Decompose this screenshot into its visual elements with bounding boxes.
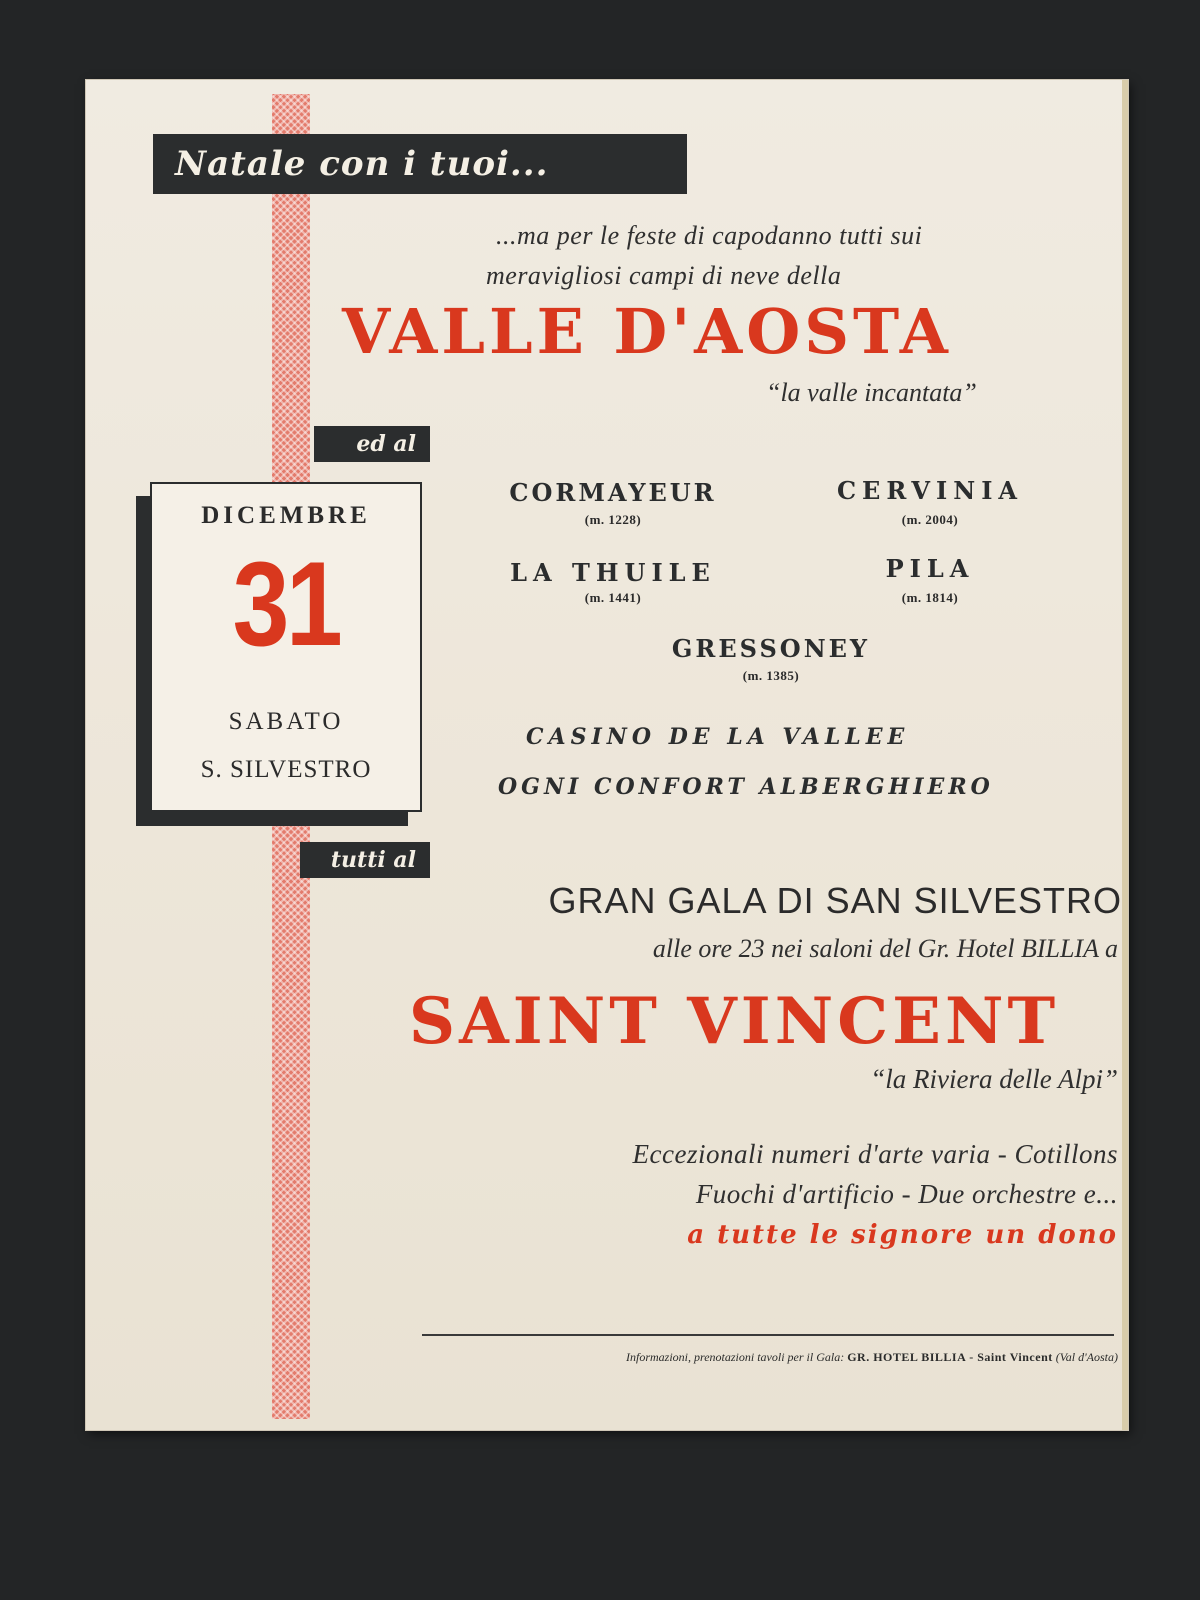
calendar-weekday: SABATO: [228, 708, 344, 735]
footer-hotel: GR. HOTEL BILLIA: [847, 1350, 967, 1364]
gift-line: a tutte le signore un dono: [687, 1220, 1118, 1250]
extras-line-1: Eccezionali numeri d'arte varia - Cotillons: [632, 1139, 1118, 1169]
gala-title: GRAN GALA DI SAN SILVESTRO: [548, 880, 1122, 921]
footer-divider: [422, 1334, 1114, 1336]
poster-sheet: [86, 80, 1128, 1430]
region-tagline: “la valle incantata”: [766, 378, 977, 407]
gala-details: alle ore 23 nei saloni del Gr. Hotel BILLIA a: [652, 934, 1118, 963]
resort-altitude: (m. 1441): [584, 590, 642, 605]
region-title: VALLE D'AOSTA: [342, 295, 952, 368]
intro-line-1: ...ma per le feste di capodanno tutti sui: [496, 221, 923, 250]
intro-line-2: meravigliosi campi di neve della: [486, 261, 842, 290]
resort-name: CORMAYEUR: [509, 478, 717, 507]
feature-comfort: OGNI CONFORT ALBERGHIERO: [498, 774, 994, 800]
intro-text: [486, 216, 1100, 296]
resort-name: PILA: [885, 554, 975, 583]
city-tagline: “la Riviera delle Alpi”: [870, 1064, 1118, 1094]
label-ed-al: ed al: [314, 426, 430, 462]
headline-banner: Natale con i tuoi...: [153, 134, 687, 194]
footer-region: (Val d'Aosta): [1055, 1350, 1118, 1364]
footer-prefix: Informazioni, prenotazioni tavoli per il Gala:: [625, 1350, 845, 1364]
resort-altitude: (m. 2004): [901, 512, 959, 527]
footer-info: [422, 1350, 1118, 1365]
calendar-day: 31: [232, 537, 340, 671]
calendar-date-card: [150, 482, 422, 812]
feature-casino: CASINO DE LA VALLEE: [526, 724, 910, 750]
label-tutti-al: tutti al: [300, 842, 430, 878]
extras-text: [498, 1134, 1118, 1214]
resort-name: GRESSONEY: [671, 634, 871, 663]
resort-altitude: (m. 1385): [742, 668, 800, 683]
calendar-month: DICEMBRE: [201, 502, 371, 529]
extras-line-2: Fuochi d'artificio - Due orchestre e...: [695, 1179, 1118, 1209]
resort-altitude: (m. 1228): [584, 512, 642, 527]
resort-name: LA THUILE: [510, 558, 716, 587]
calendar-saint: S. SILVESTRO: [200, 756, 372, 783]
footer-place: - Saint Vincent: [969, 1350, 1053, 1364]
city-title: SAINT VINCENT: [408, 984, 1060, 1059]
resort-name: CERVINIA: [836, 476, 1024, 505]
resort-altitude: (m. 1814): [901, 590, 959, 605]
